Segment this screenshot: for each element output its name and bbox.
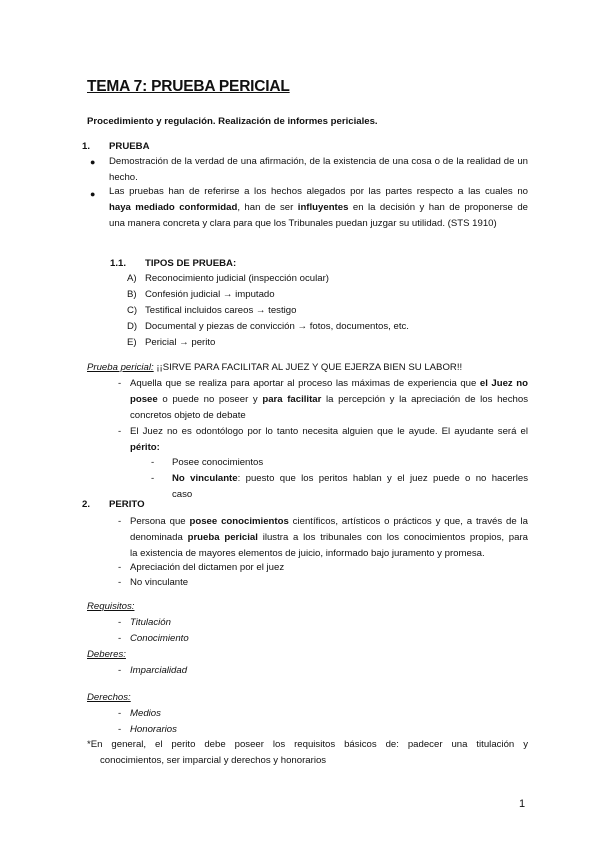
section-1-number: 1.	[82, 141, 91, 152]
text-line: posee o puede no poseer y para facilitar la percepción y la apreciación de los hechos	[130, 394, 528, 405]
text-line: No vinculante	[130, 577, 189, 588]
dash-icon: -	[118, 617, 122, 628]
bullet-item: Demostración de la verdad de una afirmación, de la existencia de una cosa o de la realidad de un hecho.	[109, 156, 528, 183]
text-line: Apreciación del dictamen por el juez	[130, 562, 285, 573]
list-item: Pericial → perito	[145, 337, 216, 348]
prueba-pericial-label: Prueba pericial:	[87, 362, 154, 373]
bullet-dot-icon: ●	[90, 157, 96, 167]
dash-icon: -	[118, 562, 122, 573]
list-item-letter: B)	[127, 289, 137, 300]
list-item-letter: E)	[127, 337, 137, 348]
footnote-line: *En general, el perito debe poseer los requisitos básicos de: padecer una titulación y	[87, 739, 528, 750]
text-line: la existencia de mayores elementos de juicio, informado bajo juramento y promesa.	[130, 548, 485, 559]
list-item: Documental y piezas de convicción → fotos, documentos, etc.	[145, 321, 409, 332]
dash-icon: -	[118, 577, 122, 588]
section-2-heading: PERITO	[109, 499, 145, 510]
text-line: El Juez no es odontólogo por lo tanto necesita alguien que le ayude. El ayudante será el	[130, 426, 528, 437]
list-item-letter: C)	[127, 305, 138, 316]
prueba-pericial-slogan: ¡¡SIRVE PARA FACILITAR AL JUEZ Y QUE EJERZA BIEN SU LABOR!!	[153, 362, 463, 373]
dash-icon: -	[118, 426, 122, 437]
requisitos-label: Requisitos:	[87, 601, 135, 612]
bullet-item-line: una manera concreta y clara para que los Tribunales puedan juzgar su utilidad. (STS 1910)	[109, 218, 497, 229]
bullet-dot-icon: ●	[90, 189, 96, 199]
sub-item: Posee conocimientos	[172, 457, 264, 468]
dash-icon: -	[118, 724, 122, 735]
bullet-item-line: Las pruebas han de referirse a los hechos alegados por las partes respecto a las cuales no	[109, 186, 528, 197]
section-1-1-heading: TIPOS DE PRUEBA:	[145, 258, 237, 269]
list-item: Titulación	[130, 617, 171, 628]
list-item: Testifical incluidos careos → testigo	[145, 305, 297, 316]
derechos-label: Derechos:	[87, 692, 131, 703]
page-title: TEMA 7: PRUEBA PERICIAL	[87, 78, 290, 95]
text-line: concretos objeto de debate	[130, 410, 246, 421]
text-line: denominada prueba pericial ilustra a los tribunales con los conocimientos propios, para	[130, 532, 528, 543]
text-line: Aquella que se realiza para aportar al proceso las máximas de experiencia que el Juez no	[130, 378, 528, 389]
page-subtitle: Procedimiento y regulación. Realización de informes periciales.	[87, 116, 378, 127]
dash-icon: -	[118, 633, 122, 644]
list-item: Imparcialidad	[130, 665, 188, 676]
dash-icon: -	[118, 516, 122, 527]
section-2-number: 2.	[82, 499, 91, 510]
list-item: Honorarios	[130, 724, 177, 735]
list-item-letter: A)	[127, 273, 137, 284]
list-item-letter: D)	[127, 321, 138, 332]
dash-icon: -	[151, 457, 155, 468]
section-1-1-number: 1.1.	[110, 258, 127, 269]
dash-icon: -	[118, 378, 122, 389]
sub-item-line: caso	[172, 489, 193, 500]
list-item: Confesión judicial → imputado	[145, 289, 275, 300]
dash-icon: -	[118, 708, 122, 719]
list-item: Medios	[130, 708, 161, 719]
section-1-heading: PRUEBA	[109, 141, 150, 152]
dash-icon: -	[151, 473, 155, 484]
list-item: Conocimiento	[130, 633, 189, 644]
list-item: Reconocimiento judicial (inspección ocular)	[145, 273, 329, 284]
sub-item: No vinculante: puesto que los peritos hablan y el juez puede o no hacerles	[172, 473, 528, 484]
footnote-line: conocimientos, ser imparcial y derechos y honorarios	[100, 755, 327, 766]
text-line: Persona que posee conocimientos científicos, artísticos o prácticos y que, a través de la	[130, 516, 529, 527]
text-line: périto:	[130, 442, 160, 453]
deberes-label: Deberes:	[87, 649, 126, 660]
prueba-pericial-line	[87, 362, 462, 373]
dash-icon: -	[118, 665, 122, 676]
bullet-item-line: haya mediado conformidad, han de ser influyentes en la decisión y han de proponerse de	[109, 202, 529, 213]
page-number: 1	[519, 798, 526, 810]
